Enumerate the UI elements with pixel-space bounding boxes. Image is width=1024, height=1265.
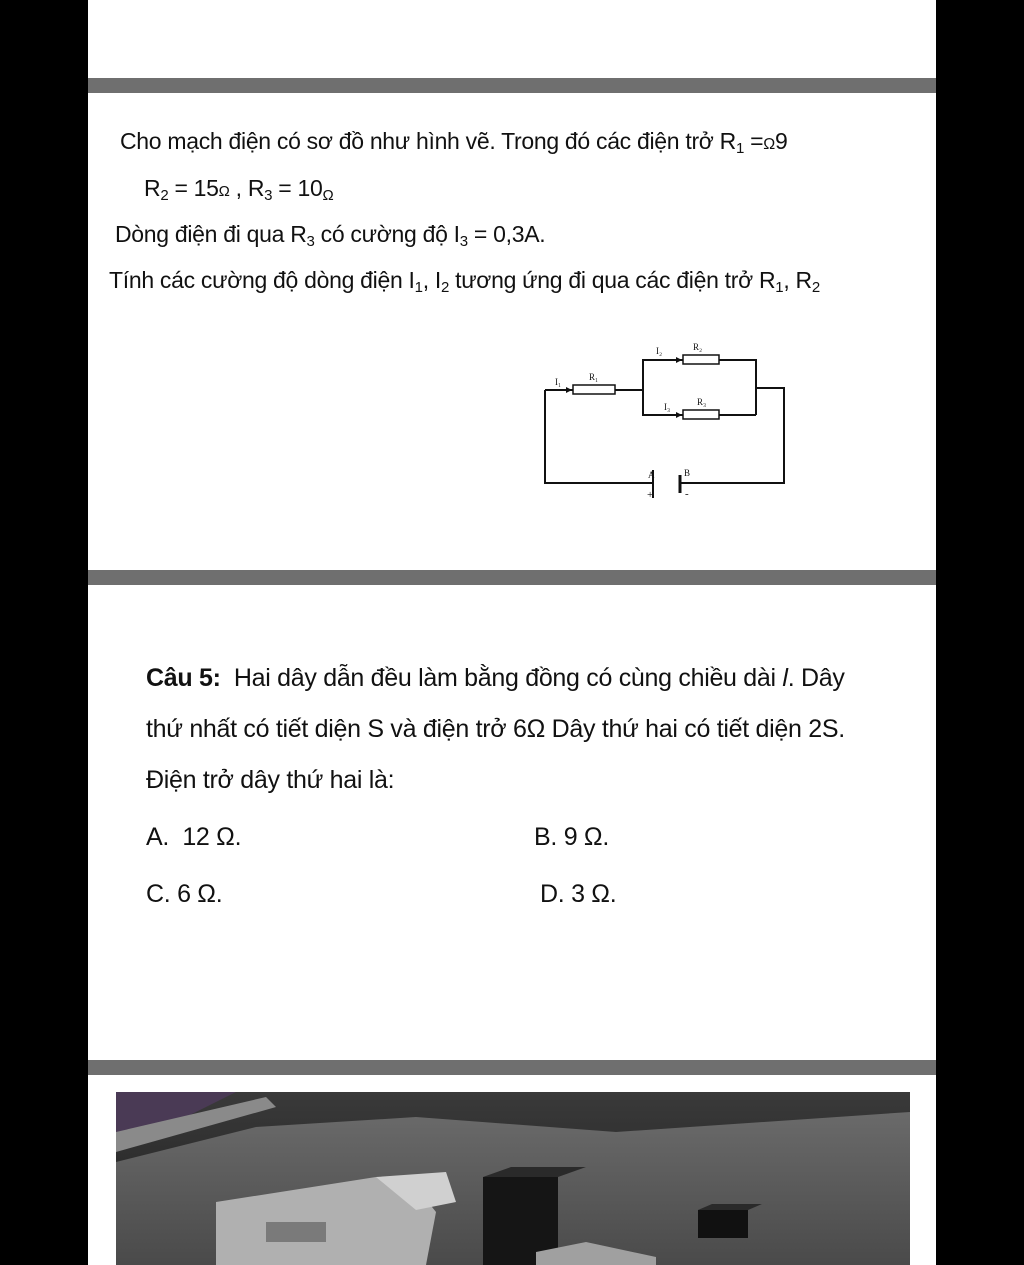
subscript: 3 — [306, 233, 315, 250]
scene-illustration — [116, 1092, 910, 1265]
question5-line1-tail: . Dây — [787, 664, 845, 692]
wire-r3-left — [643, 390, 683, 415]
r2-value: = 15 — [168, 175, 219, 201]
label-a: A — [648, 470, 655, 480]
label-r3: R₃ — [697, 397, 707, 407]
wire-right — [680, 388, 784, 483]
length-variable: l — [782, 664, 788, 692]
subscript: 2 — [811, 279, 820, 296]
subscript: 1 — [735, 140, 745, 157]
problem1-line4-mid: , I — [422, 267, 441, 293]
label-plus: + — [647, 489, 654, 501]
label-i3: I₃ — [664, 402, 671, 412]
problem1-line4 — [109, 267, 820, 296]
subscript: 3 — [459, 233, 468, 250]
label-minus: - — [685, 488, 689, 500]
problem1-line3 — [115, 221, 545, 250]
option-value: 3 Ω. — [571, 880, 617, 908]
option-letter: A. — [146, 823, 170, 851]
subscript: 2 — [440, 279, 450, 296]
option-value: 6 Ω. — [177, 880, 223, 908]
question5-line1 — [146, 664, 845, 693]
document-page — [88, 0, 936, 1265]
option-c — [146, 880, 222, 909]
problem1-line4-mid2: tương ứng đi qua các điện trở R — [449, 267, 776, 293]
problem1-line1: Cho mạch điện có sơ đồ như hình vẽ. Trong đó các điện trở $R_1 =\Omega 9$ — [120, 128, 788, 157]
equals-sign: = — [744, 128, 764, 154]
question5-line2: thứ nhất có tiết diện S và điện trở 6Ω Dây thứ hai có tiết diện 2S. — [146, 715, 845, 743]
current-value: = 0,3A. — [467, 221, 546, 247]
problem1-line2 — [144, 175, 333, 204]
label-r2: R₂ — [693, 342, 703, 352]
option-value: 12 Ω. — [182, 823, 242, 851]
option-value: 9 Ω. — [563, 823, 609, 851]
question5-line3: Điện trở dây thứ hai là: — [146, 766, 395, 794]
ohm-unit: Ω — [218, 183, 230, 200]
option-b — [534, 823, 609, 852]
label-i2: I₂ — [656, 346, 663, 356]
r3-value: = 10 — [272, 175, 323, 201]
r3-label: , R — [229, 175, 265, 201]
subscript: 1 — [414, 279, 423, 296]
label-b: B — [684, 468, 691, 478]
resistor-r2 — [683, 355, 719, 364]
wire-r2-right — [719, 360, 756, 415]
problem1-line3-mid: có cường độ I — [314, 221, 460, 247]
resistor-r1 — [573, 385, 615, 394]
option-a — [146, 823, 241, 852]
wire-left — [545, 390, 653, 483]
question5-line1-text: Hai dây dẫn đều làm bằng đồng có cùng chiều dài — [233, 664, 783, 692]
problem1-line4-text: Tính các cường độ dòng điện I — [109, 267, 415, 293]
subscript: 3 — [264, 187, 273, 204]
label-r1: R₁ — [589, 372, 599, 382]
subscript: 1 — [775, 279, 784, 296]
r1-value: 9 — [774, 128, 788, 154]
separator-bar — [88, 78, 936, 93]
option-letter: C. — [146, 880, 171, 908]
label-i1: I₁ — [555, 377, 562, 387]
r2-label: R — [144, 175, 161, 201]
arrow-i2-icon — [676, 357, 682, 363]
separator-bar — [88, 1060, 936, 1075]
separator-bar — [88, 570, 936, 585]
wire-r2-left — [643, 360, 683, 390]
circuit-diagram — [538, 340, 798, 510]
resistor-r3 — [683, 410, 719, 419]
question-label: Câu 5: — [146, 664, 221, 692]
option-letter: B. — [534, 823, 558, 851]
problem1-line1-text: Cho mạch điện có sơ đồ như hình vẽ. Trong đó các điện trở R — [120, 128, 736, 154]
arrow-i1-icon — [566, 387, 572, 393]
arrow-i3-icon — [676, 412, 682, 418]
subscript: 2 — [160, 187, 169, 204]
problem1-line3-text: Dòng điện đi qua R — [115, 221, 307, 247]
problem1-line4-mid3: , R — [783, 267, 812, 293]
video-frame-image — [116, 1092, 910, 1265]
option-letter: D. — [540, 880, 565, 908]
option-d — [540, 880, 616, 909]
ohm-unit: Ω — [322, 187, 334, 204]
